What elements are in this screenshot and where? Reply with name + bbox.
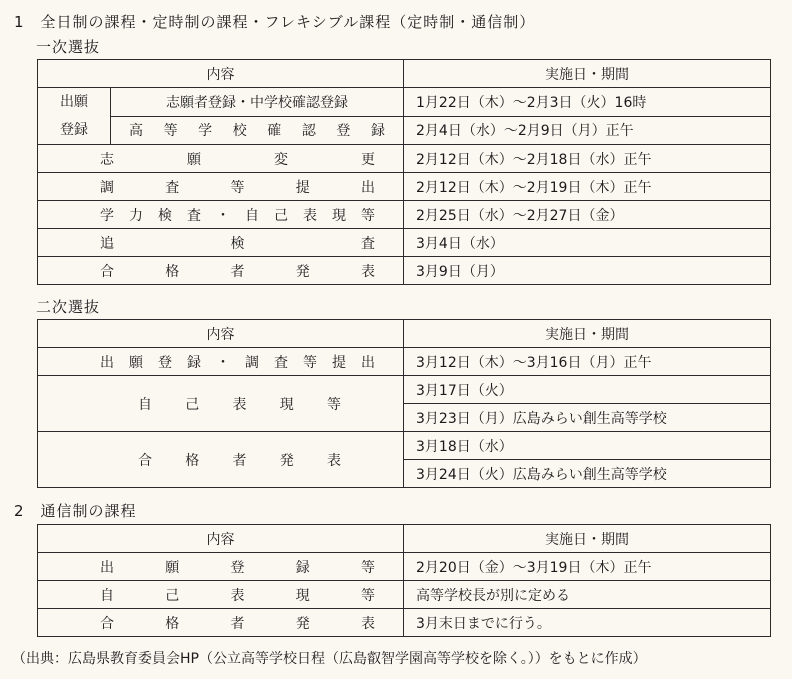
row-item bbox=[38, 145, 404, 173]
glyph: 等 bbox=[230, 179, 245, 196]
row-period: 2月25日（水）～2月27日（金） bbox=[404, 201, 771, 229]
glyph: 等 bbox=[303, 354, 317, 371]
row-period: 3月23日（月）広島みらい創生高等学校 bbox=[404, 404, 771, 432]
glyph: 出 bbox=[100, 354, 114, 371]
glyph: 変 bbox=[274, 151, 288, 168]
row-item bbox=[38, 553, 404, 581]
glyph: 出 bbox=[361, 354, 375, 371]
row-item bbox=[111, 116, 404, 145]
glyph: 等 bbox=[361, 587, 375, 604]
glyph: 更 bbox=[361, 151, 375, 168]
glyph: ・ bbox=[216, 207, 230, 224]
row-item-text bbox=[100, 585, 375, 605]
row-item-text bbox=[129, 120, 385, 140]
group-label-line2: 登録 bbox=[60, 122, 88, 138]
glyph: 録 bbox=[370, 123, 385, 140]
glyph: 査 bbox=[187, 207, 201, 224]
glyph: 認 bbox=[301, 123, 316, 140]
glyph: 発 bbox=[295, 615, 310, 632]
first-selection-table bbox=[37, 59, 771, 285]
glyph: 査 bbox=[361, 235, 375, 252]
glyph: 合 bbox=[100, 615, 114, 632]
glyph: 査 bbox=[165, 179, 180, 196]
glyph: 等 bbox=[361, 559, 375, 576]
row-period: 2月20日（金）～3月19日（木）正午 bbox=[404, 553, 771, 581]
section1-title: 1 全日制の課程・定時制の課程・フレキシブル課程（定時制・通信制） bbox=[14, 13, 536, 31]
glyph: 表 bbox=[327, 452, 341, 469]
row-period: 3月12日（木）～3月16日（月）正午 bbox=[404, 348, 771, 376]
row-item-text bbox=[138, 394, 341, 414]
glyph: 等 bbox=[361, 207, 375, 224]
row-period: 2月12日（木）～2月19日（木）正午 bbox=[404, 173, 771, 201]
header-period: 実施日・期間 bbox=[404, 320, 771, 348]
row-item bbox=[38, 348, 404, 376]
glyph: 表 bbox=[230, 587, 245, 604]
header-period: 実施日・期間 bbox=[404, 60, 771, 88]
header-content: 内容 bbox=[38, 525, 404, 553]
glyph: 者 bbox=[232, 452, 247, 469]
second-selection-table bbox=[37, 319, 771, 488]
glyph: 検 bbox=[230, 235, 245, 252]
glyph: 格 bbox=[165, 615, 180, 632]
header-period: 実施日・期間 bbox=[404, 525, 771, 553]
glyph: 合 bbox=[100, 263, 114, 280]
glyph: 自 bbox=[138, 396, 152, 413]
row-period: 3月9日（月） bbox=[404, 257, 771, 285]
glyph: 願 bbox=[165, 559, 180, 576]
header-content: 内容 bbox=[38, 320, 404, 348]
glyph: 登 bbox=[158, 354, 172, 371]
glyph: 発 bbox=[279, 452, 294, 469]
glyph: 表 bbox=[361, 263, 375, 280]
glyph: 出 bbox=[361, 179, 375, 196]
row-period: 3月17日（火） bbox=[404, 376, 771, 404]
row-period: 1月22日（木）～2月3日（火）16時 bbox=[404, 88, 771, 117]
glyph: ・ bbox=[216, 354, 230, 371]
row-item-text bbox=[100, 177, 375, 197]
header-content: 内容 bbox=[38, 60, 404, 88]
row-item bbox=[38, 581, 404, 609]
glyph: 等 bbox=[163, 123, 178, 140]
row-item bbox=[38, 173, 404, 201]
row-item: 志願者登録・中学校確認登録 bbox=[111, 88, 404, 117]
row-item bbox=[38, 432, 404, 488]
glyph: 査 bbox=[274, 354, 288, 371]
row-period: 2月12日（木）～2月18日（水）正午 bbox=[404, 145, 771, 173]
sub2-title: 二次選抜 bbox=[36, 298, 101, 316]
glyph: 登 bbox=[230, 559, 245, 576]
row-item-text bbox=[138, 450, 341, 470]
row-item-text bbox=[100, 205, 375, 225]
glyph: 調 bbox=[100, 179, 114, 196]
glyph: 現 bbox=[279, 396, 294, 413]
glyph: 確 bbox=[267, 123, 282, 140]
row-item-text bbox=[100, 261, 375, 281]
row-item bbox=[38, 257, 404, 285]
glyph: 現 bbox=[332, 207, 346, 224]
glyph: 調 bbox=[245, 354, 259, 371]
glyph: 者 bbox=[230, 615, 245, 632]
glyph: 願 bbox=[129, 354, 143, 371]
row-item-text bbox=[100, 557, 375, 577]
glyph: 己 bbox=[165, 587, 180, 604]
row-period: 3月4日（水） bbox=[404, 229, 771, 257]
glyph: 検 bbox=[158, 207, 172, 224]
glyph: 格 bbox=[165, 263, 180, 280]
row-period: 3月末日までに行う。 bbox=[404, 609, 771, 637]
glyph: 自 bbox=[245, 207, 259, 224]
row-item bbox=[38, 609, 404, 637]
row-item-text bbox=[100, 613, 375, 633]
glyph: 等 bbox=[327, 396, 341, 413]
glyph: 表 bbox=[232, 396, 247, 413]
glyph: 格 bbox=[185, 452, 200, 469]
glyph: 提 bbox=[295, 179, 310, 196]
glyph: 追 bbox=[100, 235, 114, 252]
glyph: 願 bbox=[187, 151, 201, 168]
glyph: 合 bbox=[138, 452, 152, 469]
glyph: 発 bbox=[295, 263, 310, 280]
group-label-line1: 出願 bbox=[60, 94, 88, 110]
row-item bbox=[38, 201, 404, 229]
glyph: 学 bbox=[198, 123, 213, 140]
glyph: 高 bbox=[129, 123, 143, 140]
glyph: 自 bbox=[100, 587, 114, 604]
row-item-text bbox=[100, 233, 375, 253]
source-footnote: （出典：広島県教育委員会HP（公立高等学校日程（広島叡智学園高等学校を除く。））をもとに作成） bbox=[12, 651, 647, 667]
correspondence-table bbox=[37, 524, 771, 637]
row-item-text bbox=[100, 352, 375, 372]
row-item bbox=[38, 376, 404, 432]
row-item bbox=[38, 229, 404, 257]
sub1-title: 一次選抜 bbox=[36, 38, 101, 56]
glyph: 校 bbox=[232, 123, 247, 140]
glyph: 志 bbox=[100, 151, 114, 168]
row-period: 3月18日（水） bbox=[404, 432, 771, 460]
glyph: 己 bbox=[185, 396, 200, 413]
row-period: 高等学校長が別に定める bbox=[404, 581, 771, 609]
glyph: 力 bbox=[129, 207, 143, 224]
row-period: 3月24日（火）広島みらい創生高等学校 bbox=[404, 460, 771, 488]
row-item-text bbox=[100, 149, 375, 169]
glyph: 現 bbox=[295, 587, 310, 604]
glyph: 学 bbox=[100, 207, 114, 224]
group-label bbox=[38, 88, 111, 145]
section2-title: 2 通信制の課程 bbox=[14, 502, 137, 520]
glyph: 己 bbox=[274, 207, 288, 224]
row-period: 2月4日（水）～2月9日（月）正午 bbox=[404, 116, 771, 145]
glyph: 登 bbox=[336, 123, 351, 140]
glyph: 提 bbox=[332, 354, 346, 371]
glyph: 表 bbox=[361, 615, 375, 632]
glyph: 出 bbox=[100, 559, 114, 576]
glyph: 録 bbox=[187, 354, 201, 371]
glyph: 表 bbox=[303, 207, 317, 224]
glyph: 者 bbox=[230, 263, 245, 280]
glyph: 録 bbox=[295, 559, 310, 576]
